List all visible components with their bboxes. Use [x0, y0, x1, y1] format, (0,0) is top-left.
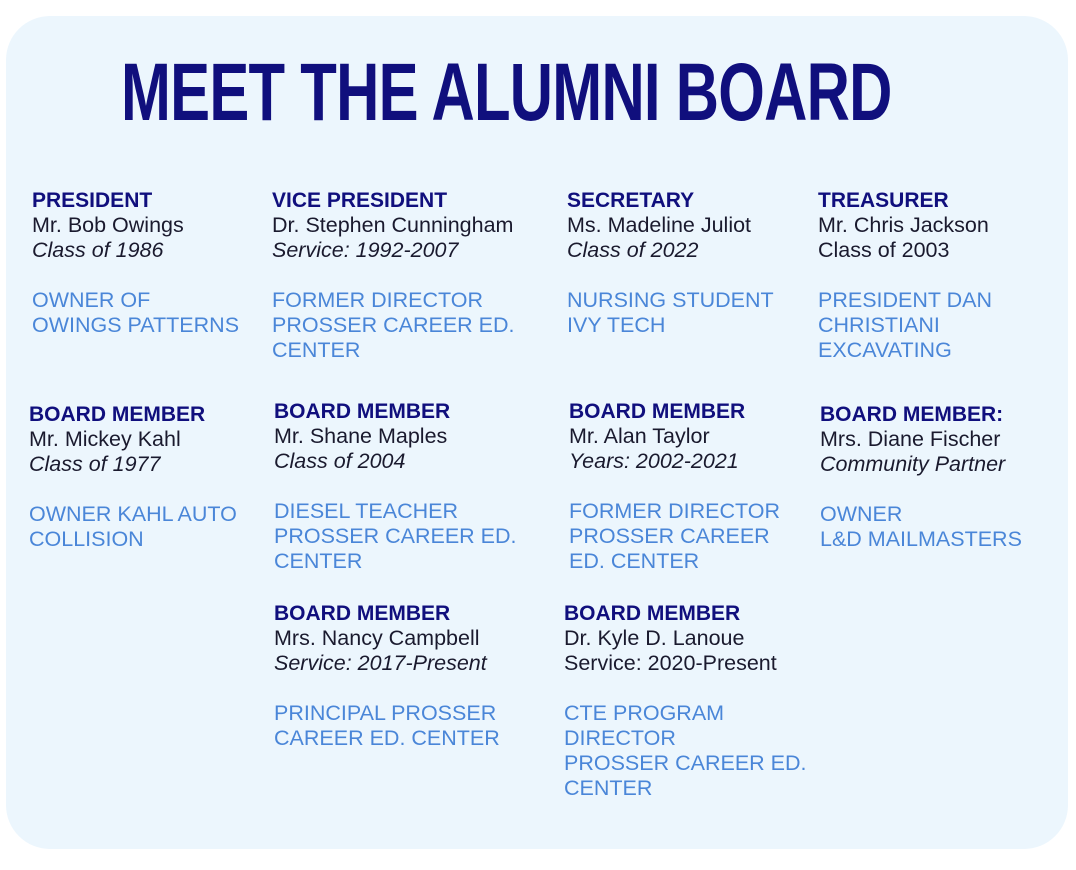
member-desc-line: OWNER	[820, 502, 903, 526]
member-desc-line: OWINGS PATTERNS	[32, 313, 240, 337]
member-treasurer	[818, 188, 992, 363]
member-desc-line: PROSSER CAREER ED.	[564, 751, 807, 775]
member-desc-line: PRINCIPAL PROSSER	[274, 701, 497, 725]
member-desc-line: CENTER	[272, 338, 361, 362]
member-role: BOARD MEMBER	[569, 400, 746, 423]
member-name: Dr. Stephen Cunningham	[272, 213, 514, 237]
member-role: BOARD MEMBER:	[820, 403, 1004, 426]
member-role: TREASURER	[818, 189, 949, 212]
member-role: SECRETARY	[567, 189, 695, 212]
member-desc-line: FORMER DIRECTOR	[272, 288, 484, 312]
member-name: Mr. Alan Taylor	[569, 424, 710, 448]
member-desc-line: FORMER DIRECTOR	[569, 499, 781, 523]
member-name: Mr. Mickey Kahl	[29, 427, 181, 451]
member-role: BOARD MEMBER	[274, 400, 451, 423]
member-desc-line: EXCAVATING	[818, 338, 952, 362]
member-desc-line: OWNER OF	[32, 288, 151, 312]
member-role: BOARD MEMBER	[29, 403, 206, 426]
member-detail: Service: 2017-Present	[274, 651, 487, 675]
member-name: Ms. Madeline Juliot	[567, 213, 752, 237]
member-role: BOARD MEMBER	[564, 602, 741, 625]
member-role: PRESIDENT	[32, 189, 153, 212]
member-board-lanoue	[564, 601, 807, 801]
member-detail: Class of 2003	[818, 238, 950, 262]
member-desc-line: DIRECTOR	[564, 726, 676, 750]
member-name: Mr. Chris Jackson	[818, 213, 989, 237]
member-detail: Service: 2020-Present	[564, 651, 777, 675]
member-desc-line: CENTER	[274, 549, 363, 573]
member-board-fischer	[820, 402, 1022, 552]
member-vice-president	[272, 188, 515, 363]
member-board-taylor	[569, 399, 780, 574]
member-name: Dr. Kyle D. Lanoue	[564, 626, 745, 650]
member-desc-line: CENTER	[564, 776, 653, 800]
member-secretary	[567, 188, 774, 338]
member-desc-line: L&D MAILMASTERS	[820, 527, 1022, 551]
member-desc-line: CTE PROGRAM	[564, 701, 725, 725]
member-desc-line: PROSSER CAREER ED.	[272, 313, 515, 337]
member-detail: Class of 1977	[29, 452, 161, 476]
member-desc-line: ED. CENTER	[569, 549, 700, 573]
member-desc-line: DIESEL TEACHER	[274, 499, 458, 523]
member-name: Mrs. Nancy Campbell	[274, 626, 480, 650]
member-desc-line: CAREER ED. CENTER	[274, 726, 500, 750]
member-name: Mr. Bob Owings	[32, 213, 184, 237]
member-role: BOARD MEMBER	[274, 602, 451, 625]
member-name: Mrs. Diane Fischer	[820, 427, 1001, 451]
member-detail: Class of 2022	[567, 238, 699, 262]
member-role: VICE PRESIDENT	[272, 189, 448, 212]
page-title: MEET THE ALUMNI BOARD	[121, 47, 892, 138]
member-board-campbell	[274, 601, 500, 751]
member-detail: Years: 2002-2021	[569, 449, 739, 473]
member-detail: Class of 2004	[274, 449, 406, 473]
member-desc-line: PROSSER CAREER ED.	[274, 524, 517, 548]
member-desc-line: PRESIDENT DAN	[818, 288, 993, 312]
member-desc-line: PROSSER CAREER	[569, 524, 770, 548]
member-desc-line: OWNER KAHL AUTO	[29, 502, 237, 526]
member-desc-line: NURSING STUDENT	[567, 288, 774, 312]
member-detail: Service: 1992-2007	[272, 238, 459, 262]
member-detail: Community Partner	[820, 452, 1006, 476]
member-board-maples	[274, 399, 517, 574]
member-president	[32, 188, 239, 338]
member-detail: Class of 1986	[32, 238, 164, 262]
member-desc-line: CHRISTIANI	[818, 313, 940, 337]
member-name: Mr. Shane Maples	[274, 424, 448, 448]
member-board-kahl	[29, 402, 237, 552]
member-desc-line: IVY TECH	[567, 313, 666, 337]
member-desc-line: COLLISION	[29, 527, 144, 551]
